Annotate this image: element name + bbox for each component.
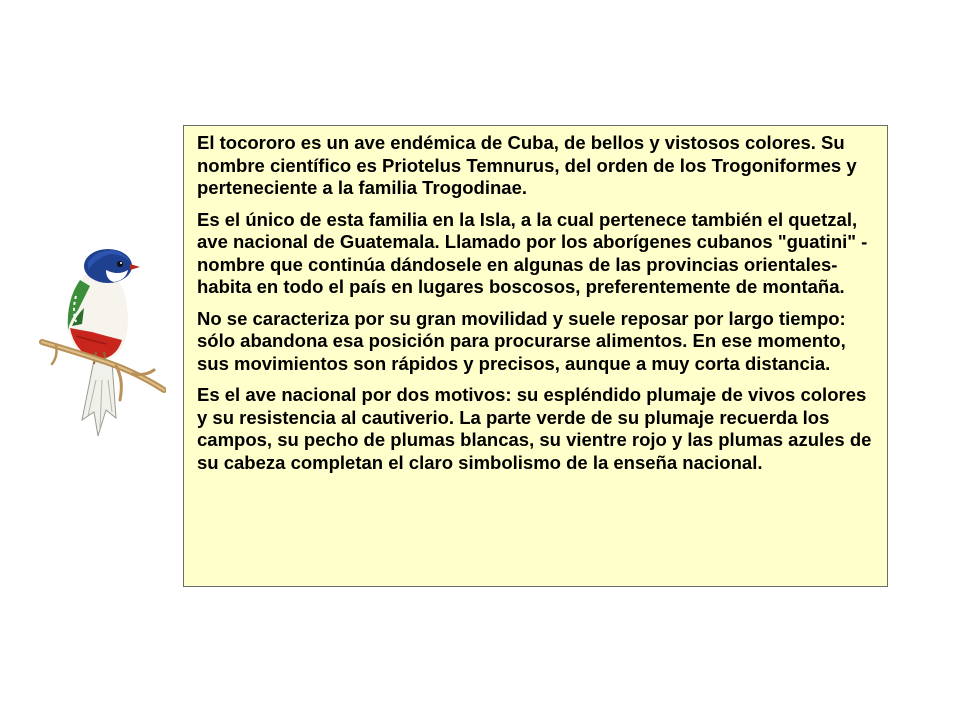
- paragraph-1: El tocororo es un ave endémica de Cuba, de bellos y vistosos colores. Su nombre científico es Priotelus Temnurus, del orden de los Trogoniformes y perteneciente a la familia Trogodinae.: [197, 132, 857, 198]
- paragraph-2: Es el único de esta familia en la Isla, a la cual pertenece también el quetzal, ave nacional de Guatemala. Llamado por los aborígenes cubanos "guatini" -nombre que continúa dándosele en algunas de las provincias orientales- habita en todo el país en lugares boscosos, preferentemente de montaña.: [197, 208, 868, 297]
- paragraph-3: No se caracteriza por su gran movilidad y suele reposar por largo tiempo: sólo abandona esa posición para procurarse alimentos. En ese momento, sus movimientos son rápidos y precisos, aunque a muy corta distancia.: [197, 307, 846, 374]
- description-text-box: [183, 125, 888, 587]
- paragraph-4: Es el ave nacional por dos motivos: su espléndido plumaje de vivos colores y su resistencia al cautiverio. La parte verde de su plumaje recuerda los campos, su pecho de plumas blancas, su vientre rojo y las plumas azules de su cabeza completan el claro simbolismo de la enseña nacional.: [197, 384, 872, 473]
- tocororo-bird-icon: [36, 240, 166, 440]
